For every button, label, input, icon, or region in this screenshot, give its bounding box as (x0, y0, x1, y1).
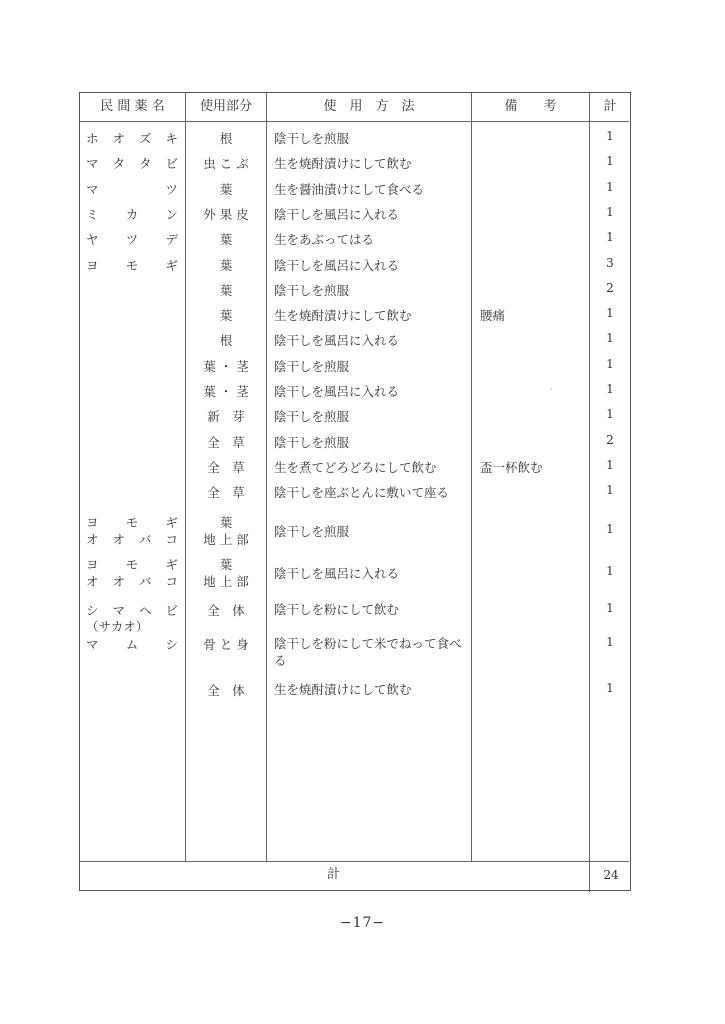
drug-name-char: ム (125, 637, 139, 652)
drug-name-char: ギ (165, 557, 178, 572)
drug-name (86, 572, 178, 590)
drug-name-char: コ (165, 574, 178, 589)
drug-name-char: シ (165, 637, 178, 652)
drug-name-char: ミ (86, 207, 99, 222)
usage-method: 生を煮てどろどろにして飲む (274, 460, 437, 475)
count: 1 (606, 601, 614, 615)
part-used: 外 果 皮 (203, 207, 249, 222)
count: 1 (606, 180, 614, 194)
drug-name-char: タ (112, 156, 125, 171)
drug-name (86, 230, 178, 248)
count: 1 (606, 230, 614, 244)
drug-name (86, 635, 178, 653)
drug-name-char: マ (112, 603, 125, 618)
remark: 盃一杯飲む (480, 460, 543, 475)
part-used: 根 (219, 333, 233, 348)
usage-method: 陰干しを煎服 (274, 524, 350, 539)
drug-name (86, 205, 178, 223)
part-used: 根 (219, 131, 233, 146)
count: 1 (606, 331, 614, 345)
part-used: 葉 (219, 258, 233, 273)
header-count: 計 (603, 99, 617, 114)
usage-method: 陰干しを粉にして米でねって食べる (274, 636, 462, 668)
count: 2 (606, 433, 614, 447)
header-drug-name: 民 間 薬 名 (100, 99, 165, 114)
speck: · (550, 385, 553, 394)
drug-name-char: ヨ (86, 515, 99, 530)
drug-name (86, 555, 178, 573)
count: 1 (606, 205, 614, 219)
count: 1 (606, 522, 614, 536)
drug-name (86, 530, 178, 548)
count: 1 (606, 564, 614, 578)
count: 1 (606, 154, 614, 168)
count: 1 (606, 407, 614, 421)
remark: 腰痛 (480, 308, 506, 323)
count: 1 (606, 635, 614, 649)
part-used: 全 草 (207, 435, 245, 450)
drug-name (86, 154, 178, 172)
drug-name-char: ギ (165, 258, 178, 273)
drug-name (86, 256, 178, 274)
usage-method: 生を焼酎漬けにして飲む (274, 682, 412, 697)
drug-name-char: キ (165, 131, 178, 146)
drug-name-char: ツ (165, 182, 178, 197)
header-remarks: 備 考 (504, 99, 557, 114)
part-used: 全 体 (207, 603, 245, 618)
drug-name-char: ン (165, 207, 178, 222)
count: 3 (606, 256, 614, 270)
part-used: 葉 (219, 557, 233, 572)
drug-name-char: ヤ (86, 232, 99, 247)
drug-name-char: オ (112, 532, 125, 547)
drug-name-char: モ (125, 557, 139, 572)
usage-method: 陰干しを煎服 (274, 131, 350, 146)
drug-name-char: シ (86, 603, 99, 618)
part-used: 葉 (219, 182, 233, 197)
drug-name-char: ヨ (86, 258, 99, 273)
part-used: 骨 と 身 (203, 637, 249, 652)
usage-method: 陰干しを風呂に入れる (274, 258, 400, 273)
page-number: −17− (339, 915, 386, 931)
part-used: 葉 (219, 515, 233, 530)
header-divider (80, 121, 629, 122)
drug-name (86, 129, 178, 147)
column-divider (471, 93, 472, 861)
part-used: 葉 ・ 茎 (203, 359, 249, 374)
drug-name-char: マ (86, 182, 99, 197)
usage-method: 生を醤油漬けにして食べる (274, 182, 425, 197)
usage-method: 陰干しを座ぶとんに敷いて座る (274, 485, 450, 500)
usage-method: 陰干しを煎服 (274, 435, 350, 450)
part-used: 葉 (219, 283, 233, 298)
usage-method: 陰干しを風呂に入れる (274, 207, 400, 222)
drug-name-char: モ (125, 258, 139, 273)
usage-method: 陰干しを煎服 (274, 409, 350, 424)
count: 1 (606, 306, 614, 320)
drug-name-char: ギ (165, 515, 178, 530)
drug-name-char: ツ (125, 232, 139, 247)
usage-method: 生をあぶってはる (274, 232, 375, 247)
count: 1 (606, 357, 614, 371)
remedy-table (79, 92, 631, 891)
part-used: 地 上 部 (203, 532, 249, 547)
usage-method: 生を焼酎漬けにして飲む (274, 308, 412, 323)
drug-name-char: ヘ (138, 603, 152, 618)
drug-name-char: カ (125, 207, 139, 222)
drug-name-char: タ (138, 156, 152, 171)
header-usage-method: 使 用 方 法 (323, 99, 415, 114)
drug-name-char: オ (86, 574, 99, 589)
drug-name-char: ズ (138, 131, 152, 146)
column-divider (266, 93, 267, 861)
part-used: 葉 (219, 232, 233, 247)
part-used: 虫 こ ぶ (203, 156, 249, 171)
part-used: 葉 ・ 茎 (203, 384, 249, 399)
drug-name-char: マ (86, 156, 99, 171)
drug-name-char: コ (165, 532, 178, 547)
drug-name-char: バ (138, 574, 152, 589)
count: 1 (606, 129, 614, 143)
drug-name-char: マ (86, 637, 99, 652)
count: 1 (606, 458, 614, 472)
usage-method: 陰干しを煎服 (274, 359, 350, 374)
usage-method: 生を焼酎漬けにして飲む (274, 156, 412, 171)
part-used: 葉 (219, 308, 233, 323)
count: 1 (606, 681, 614, 695)
part-used: 全 草 (207, 460, 245, 475)
drug-name-char: モ (125, 515, 139, 530)
drug-name-char: ビ (165, 156, 178, 171)
drug-name-char: ビ (165, 603, 178, 618)
part-used: 地 上 部 (203, 574, 249, 589)
usage-method: 陰干しを風呂に入れる (274, 566, 400, 581)
count: 1 (606, 382, 614, 396)
count: 1 (606, 483, 614, 497)
count: 2 (606, 281, 614, 295)
usage-method: 陰干しを煎服 (274, 283, 350, 298)
usage-method: 陰干しを風呂に入れる (274, 384, 400, 399)
drug-name (86, 180, 178, 198)
drug-name-char: オ (112, 131, 125, 146)
drug-name-char: オ (86, 532, 99, 547)
part-used: 全 体 (207, 683, 245, 698)
header-part-used: 使用部分 (199, 99, 252, 114)
footer-total-count: 24 (603, 868, 619, 882)
footer-total-label: 計 (326, 867, 340, 882)
part-used: 新 芽 (207, 409, 245, 424)
part-used: 全 草 (207, 485, 245, 500)
drug-name-char: ホ (86, 131, 99, 146)
usage-method: 陰干しを粉にして飲む (274, 602, 400, 617)
drug-name-char: デ (165, 232, 178, 247)
drug-name-char: ヨ (86, 557, 99, 572)
usage-method: 陰干しを風呂に入れる (274, 333, 400, 348)
drug-name-char: バ (138, 532, 152, 547)
drug-name-alias: （サカオ） (86, 619, 149, 634)
drug-name-char: オ (112, 574, 125, 589)
drug-name (86, 513, 178, 531)
